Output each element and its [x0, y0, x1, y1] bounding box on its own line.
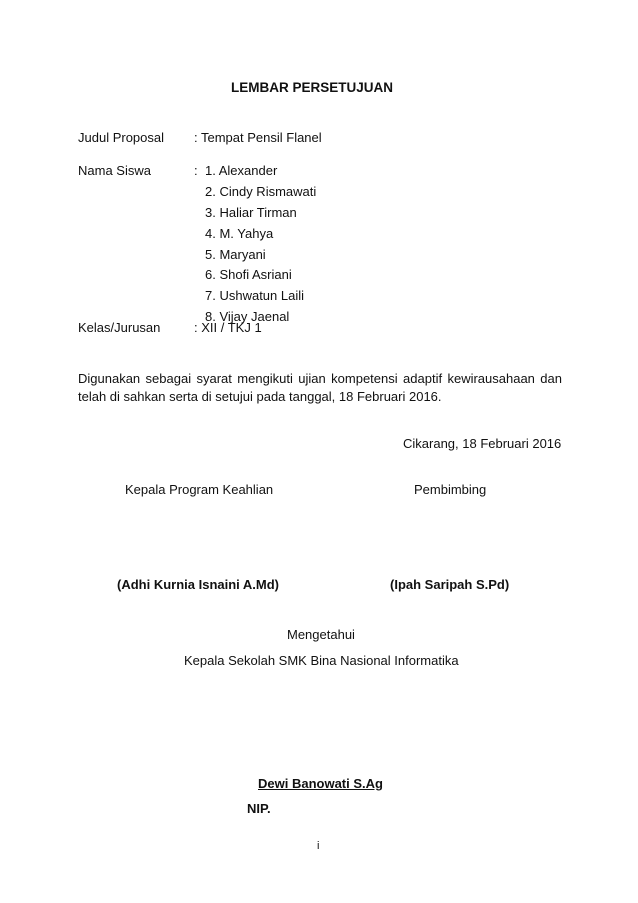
student-item: 3. Haliar Tirman [205, 205, 297, 220]
page-number: i [317, 840, 320, 852]
left-signer-role: Kepala Program Keahlian [125, 482, 274, 497]
mengetahui-label: Mengetahui [287, 627, 355, 642]
student-item: 7. Ushwatun Laili [205, 288, 304, 303]
student-item: 2. Cindy Rismawati [205, 184, 317, 199]
student-item: 8. Vijay Jaenal [205, 309, 290, 324]
nip-label: NIP. [247, 801, 271, 816]
place-date: Cikarang, 18 Februari 2016 [403, 436, 562, 451]
nama-colon: : [194, 163, 198, 178]
right-signer-name: (Ipah Saripah S.Pd) [390, 577, 510, 592]
student-item: 5. Maryani [205, 247, 266, 262]
student-item: 6. Shofi Asriani [205, 267, 292, 282]
page-title: LEMBAR PERSETUJUAN [231, 80, 394, 95]
paragraph-line-1: Digunakan sebagai syarat mengikuti ujian kompetensi adaptif kewirausahaan dan [78, 371, 562, 386]
kelas-label: Kelas/Jurusan [78, 320, 161, 335]
judul-label: Judul Proposal [78, 130, 164, 145]
approval-paragraph [78, 370, 562, 406]
student-item: 1. Alexander [205, 163, 278, 178]
left-signer-name: (Adhi Kurnia Isnaini A.Md) [117, 577, 280, 592]
head-name: Dewi Banowati S.Ag [258, 776, 383, 791]
head-role: Kepala Sekolah SMK Bina Nasional Informatika [184, 653, 459, 668]
right-signer-role: Pembimbing [414, 482, 487, 497]
judul-value: : Tempat Pensil Flanel [194, 130, 322, 145]
student-item: 4. M. Yahya [205, 226, 274, 241]
paragraph-line-2: telah di sahkan serta di setujui pada tanggal, 18 Februari 2016. [78, 389, 442, 404]
kelas-value: : XII / TKJ 1 [194, 320, 262, 335]
nama-label: Nama Siswa [78, 163, 151, 178]
